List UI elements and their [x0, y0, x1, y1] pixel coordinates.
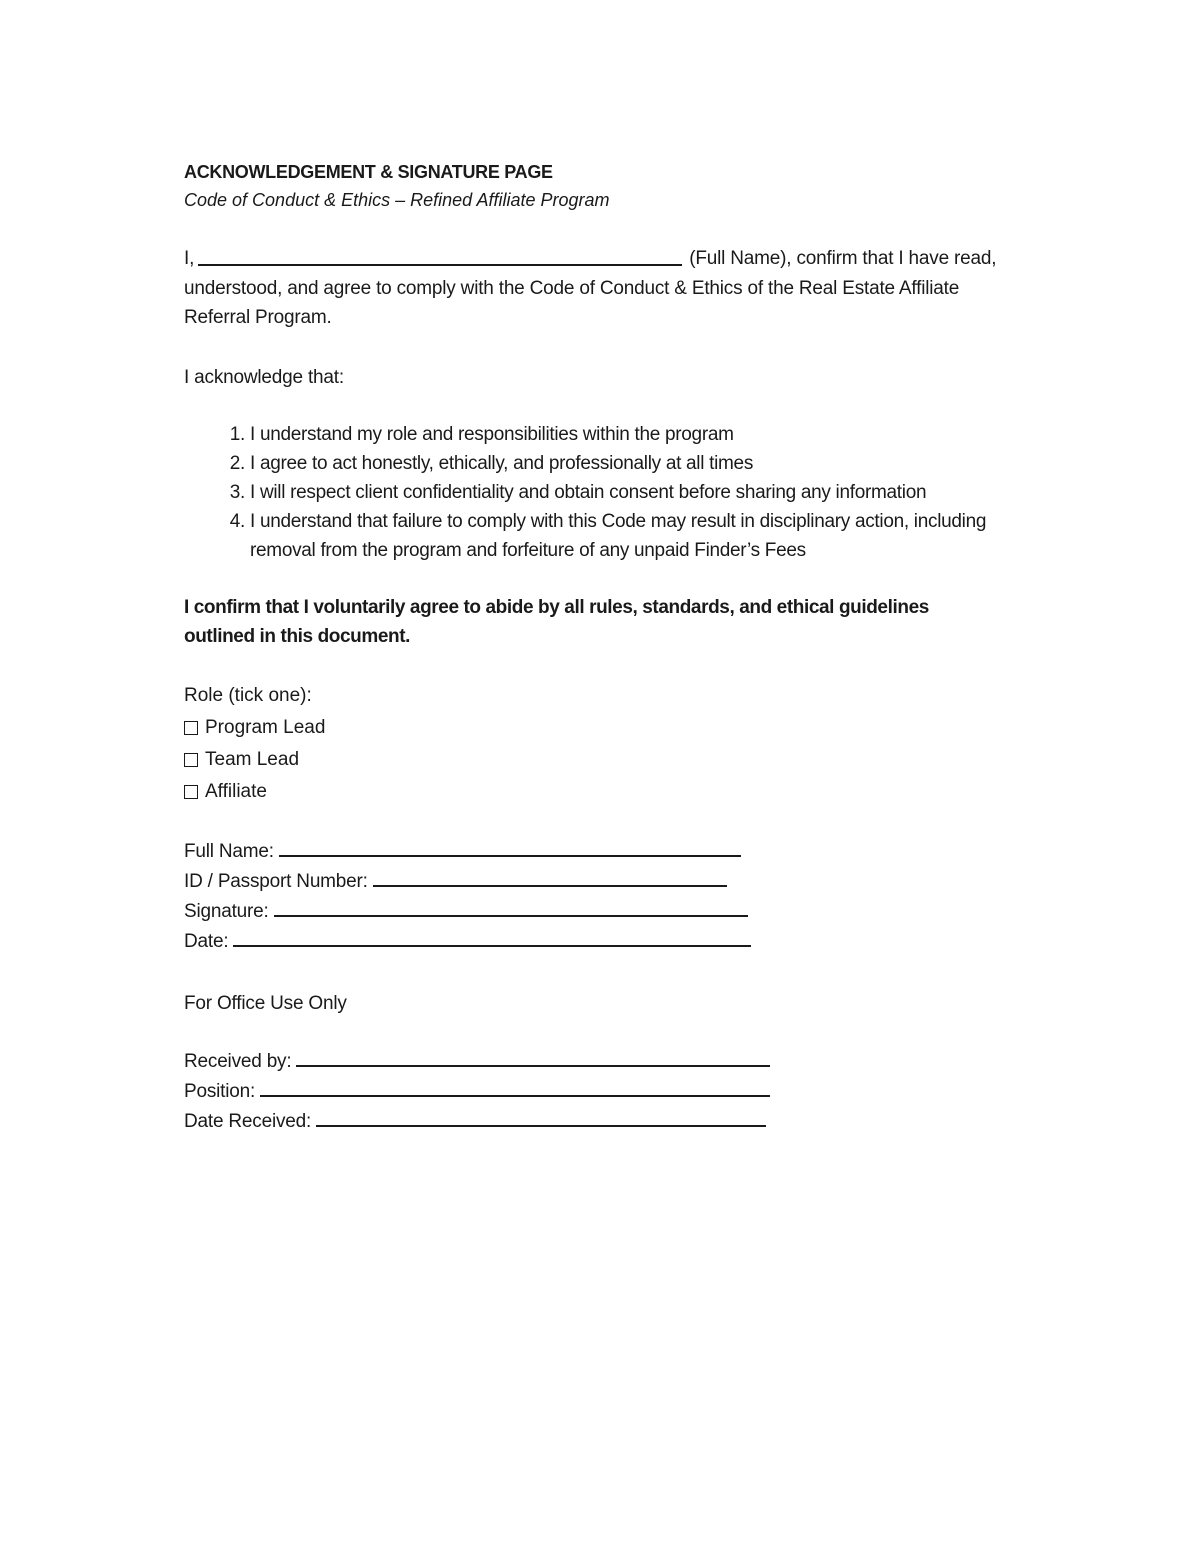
date-line[interactable]: [233, 926, 751, 947]
list-item: 1. I understand my role and responsibilities within the program: [250, 420, 1024, 449]
list-item: 3. I will respect client confidentiality and obtain consent before sharing any information: [250, 478, 1024, 507]
office-use-heading: For Office Use Only: [184, 992, 347, 1014]
signature-label: Signature:: [184, 901, 269, 923]
document-page: [184, 158, 1024, 1137]
role-option-affiliate[interactable]: [184, 776, 1024, 808]
full-name-line[interactable]: [279, 836, 741, 857]
list-item: 2. I agree to act honestly, ethically, and professionally at all times: [250, 449, 1024, 478]
checkbox-icon[interactable]: [184, 785, 198, 799]
id-number-line[interactable]: [373, 866, 727, 887]
confirmation-statement: I confirm that I voluntarily agree to abide by all rules, standards, and ethical guidelines outlined in this document.: [184, 596, 929, 647]
list-item: 4. I understand that failure to comply with this Code may result in disciplinary action, including removal from the program and forfeiture of any unpaid Finder’s Fees: [250, 507, 1024, 565]
signature-line[interactable]: [274, 896, 748, 917]
role-option-program-lead[interactable]: [184, 712, 1024, 744]
role-option-label: Program Lead: [205, 716, 326, 738]
statement-suffix: (Full Name), confirm that I have read, understood, and agree to comply with the Code of Conduct & Ethics of the Real Estate Affiliate Referral Program.: [184, 248, 997, 328]
acknowledgement-intro: I acknowledge that:: [184, 366, 344, 388]
page-subtitle: Code of Conduct & Ethics – Refined Affiliate Program: [184, 190, 610, 210]
checkbox-icon[interactable]: [184, 721, 198, 735]
date-received-label: Date Received:: [184, 1111, 312, 1133]
role-label: Role (tick one):: [184, 684, 312, 706]
office-fields: [184, 1046, 1024, 1137]
received-by-field: [184, 1046, 1024, 1076]
page-title: ACKNOWLEDGEMENT & SIGNATURE PAGE: [184, 162, 553, 182]
statement-paragraph: [184, 244, 1024, 333]
date-label: Date:: [184, 931, 229, 953]
received-by-label: Received by:: [184, 1050, 292, 1072]
full-name-inline-blank[interactable]: [198, 244, 682, 266]
received-by-line[interactable]: [296, 1046, 770, 1067]
date-field: [184, 926, 1024, 956]
date-received-line[interactable]: [316, 1106, 766, 1127]
position-field: [184, 1076, 1024, 1106]
id-number-field: [184, 866, 1024, 896]
checkbox-icon[interactable]: [184, 753, 198, 767]
full-name-field: [184, 836, 1024, 866]
role-option-label: Team Lead: [205, 748, 300, 770]
statement-prefix: I,: [184, 248, 195, 269]
role-option-team-lead[interactable]: [184, 744, 1024, 776]
date-received-field: [184, 1106, 1024, 1136]
full-name-label: Full Name:: [184, 840, 274, 862]
id-number-label: ID / Passport Number:: [184, 870, 368, 892]
position-line[interactable]: [260, 1076, 770, 1097]
role-option-label: Affiliate: [205, 780, 267, 802]
signature-fields: [184, 836, 1024, 957]
signature-field: [184, 896, 1024, 926]
position-label: Position:: [184, 1080, 256, 1102]
acknowledgement-list: [184, 420, 1024, 565]
